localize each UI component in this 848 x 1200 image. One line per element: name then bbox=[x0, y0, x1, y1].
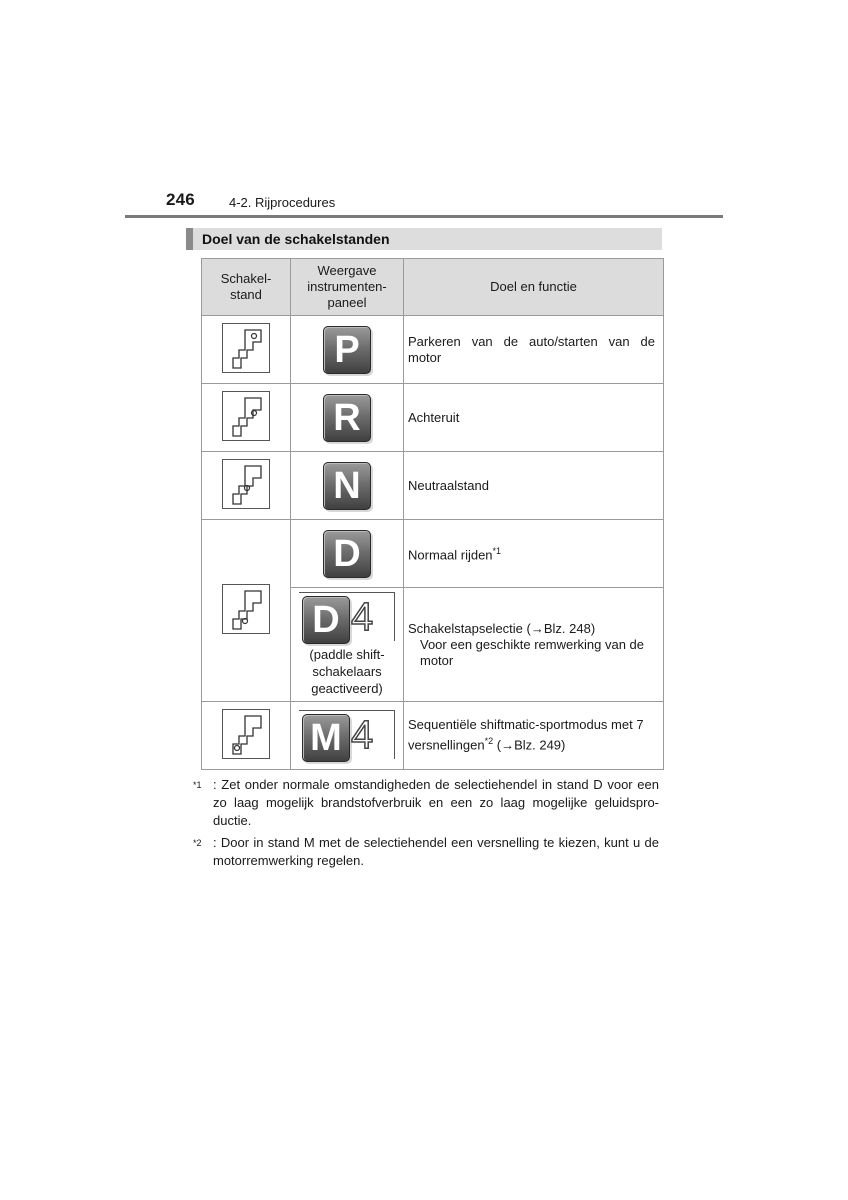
table-row bbox=[202, 384, 664, 452]
footnote-ref: *2 bbox=[484, 736, 494, 747]
selector-cell bbox=[202, 520, 291, 702]
footnotes bbox=[193, 776, 659, 872]
gear-number: 4 bbox=[351, 595, 374, 639]
function-text-tail: (→Blz. 249) bbox=[493, 737, 566, 753]
table-row bbox=[202, 702, 664, 770]
indicator-cell bbox=[291, 384, 404, 452]
indicator-cell bbox=[291, 588, 404, 702]
gear-letter: M bbox=[302, 714, 350, 762]
indicator-cell bbox=[291, 520, 404, 588]
function-cell: Neutraalstand bbox=[404, 452, 664, 520]
footnote-text: : Zet onder normale omstandigheden de selectiehendel in stand D voor een zo laag mogelijk brandstofverbruik en een zo laag mogelijke geluidspro-ductie. bbox=[213, 777, 659, 828]
function-text: Schakelstapselectie (→Blz. 248) bbox=[408, 620, 596, 636]
shift-gate-icon bbox=[222, 709, 270, 759]
selector-cell bbox=[202, 384, 291, 452]
selector-cell bbox=[202, 316, 291, 384]
table-row bbox=[202, 520, 664, 588]
function-cell bbox=[404, 520, 664, 588]
function-cell: Parkeren van de auto/starten van de motor bbox=[404, 316, 664, 384]
footnote-mark: *2 bbox=[193, 838, 202, 848]
gear-indicator-m4 bbox=[299, 710, 395, 759]
indicator-cell bbox=[291, 316, 404, 384]
paddle-note: (paddle shift-schakelaars geactiveerd) bbox=[309, 647, 385, 696]
section-title: Doel van de schakelstanden bbox=[202, 231, 390, 247]
shift-gate-icon bbox=[222, 459, 270, 509]
gear-indicator-r: R bbox=[323, 394, 371, 442]
indicator-cell bbox=[291, 702, 404, 770]
shift-gate-icon bbox=[222, 323, 270, 373]
table-row bbox=[202, 452, 664, 520]
col-header-display: Weergave instrumenten- paneel bbox=[291, 259, 404, 316]
function-text: Sequentiële shiftmatic-sportmodus met 7 versnellingen bbox=[408, 717, 644, 753]
col-header-function: Doel en functie bbox=[404, 259, 664, 316]
gear-letter: D bbox=[302, 596, 350, 644]
footnote-ref: *1 bbox=[492, 546, 502, 557]
gear-indicator-d: D bbox=[323, 530, 371, 578]
function-cell bbox=[404, 588, 664, 702]
function-text: Normaal rijden bbox=[408, 547, 493, 563]
gear-number: 4 bbox=[351, 712, 374, 757]
header-rule bbox=[125, 215, 723, 218]
function-subtext: Voor een geschikte remwerking van de motor bbox=[420, 636, 645, 668]
selector-cell bbox=[202, 452, 291, 520]
function-cell: Achteruit bbox=[404, 384, 664, 452]
chapter-title: 4-2. Rijprocedures bbox=[229, 195, 336, 210]
indicator-cell bbox=[291, 452, 404, 520]
function-cell bbox=[404, 702, 664, 770]
footnote-text: : Door in stand M met de selectiehendel een versnelling te kiezen, kunt u de motorremwerking regelen. bbox=[213, 835, 659, 868]
shift-gate-icon bbox=[222, 391, 270, 441]
gear-indicator-d4 bbox=[299, 592, 395, 641]
footnote bbox=[193, 834, 659, 870]
table-row bbox=[202, 316, 664, 384]
gear-indicator-n: N bbox=[323, 462, 371, 510]
selector-cell bbox=[202, 702, 291, 770]
page-number: 246 bbox=[166, 190, 195, 209]
footnote-mark: *1 bbox=[193, 780, 202, 790]
shift-position-table bbox=[201, 258, 664, 770]
section-heading bbox=[186, 228, 662, 250]
col-header-position: Schakel- stand bbox=[202, 259, 291, 316]
footnote bbox=[193, 776, 659, 830]
gear-indicator-p: P bbox=[323, 326, 371, 374]
shift-gate-icon bbox=[222, 584, 270, 634]
